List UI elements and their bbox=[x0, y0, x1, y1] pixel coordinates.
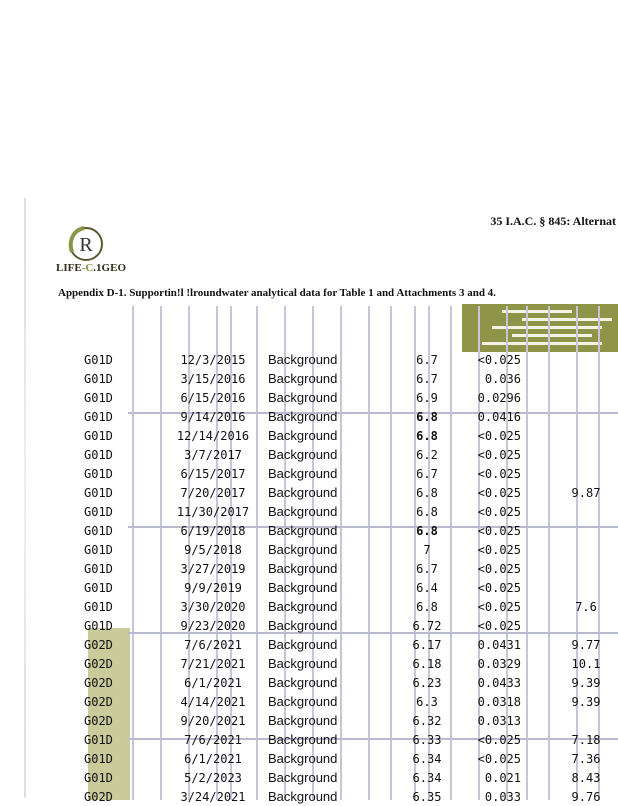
extra-cell: 7.18 bbox=[571, 732, 601, 747]
date-cell: 6/15/2016 bbox=[180, 390, 246, 405]
spacer-cell bbox=[521, 464, 561, 483]
ph-cell: 6.33 bbox=[412, 732, 442, 747]
value-cell: <0.025 bbox=[477, 599, 521, 614]
value-cell: <0.025 bbox=[477, 466, 521, 481]
date-cell: 7/20/2017 bbox=[180, 485, 246, 500]
date-cell: 6/1/2021 bbox=[184, 675, 242, 690]
logo-symbol: R bbox=[79, 234, 93, 256]
spacer-cell bbox=[521, 730, 561, 749]
extra-cell bbox=[561, 388, 611, 407]
date-cell: 12/14/2016 bbox=[176, 428, 250, 443]
table-row bbox=[84, 426, 611, 445]
spacer-cell bbox=[521, 692, 561, 711]
value-cell: <0.025 bbox=[477, 542, 521, 557]
extra-cell bbox=[561, 369, 611, 388]
extra-cell bbox=[561, 407, 611, 426]
registered-mark-icon bbox=[64, 224, 124, 264]
extra-cell bbox=[561, 521, 611, 540]
ph-cell: 6.8 bbox=[416, 523, 438, 538]
spacer-cell bbox=[521, 426, 561, 445]
value-cell: <0.025 bbox=[477, 751, 521, 766]
table-row bbox=[84, 597, 611, 616]
well-cell: G01D bbox=[84, 485, 113, 500]
spacer-cell bbox=[521, 749, 561, 768]
table-row bbox=[84, 540, 611, 559]
table-row bbox=[84, 578, 611, 597]
ph-cell: 6.9 bbox=[416, 390, 438, 405]
well-cell: G01D bbox=[84, 466, 113, 481]
groundwater-data-table bbox=[84, 350, 611, 806]
spacer-cell bbox=[521, 578, 561, 597]
well-cell: G01D bbox=[84, 447, 113, 462]
extra-cell bbox=[561, 502, 611, 521]
date-cell: 9/23/2020 bbox=[180, 618, 246, 633]
date-cell: 11/30/2017 bbox=[176, 504, 250, 519]
date-cell: 9/20/2021 bbox=[180, 713, 246, 728]
logo-text bbox=[56, 262, 126, 274]
ph-cell: 7 bbox=[423, 542, 431, 557]
table-row bbox=[84, 407, 611, 426]
description-cell: Background bbox=[268, 428, 338, 443]
description-cell: Background bbox=[268, 371, 338, 386]
date-cell: 9/5/2018 bbox=[184, 542, 242, 557]
date-cell: 3/30/2020 bbox=[180, 599, 246, 614]
ph-cell: 6.2 bbox=[416, 447, 438, 462]
well-cell: G02D bbox=[84, 637, 113, 652]
well-cell: G01D bbox=[84, 371, 113, 386]
value-cell: 0.0433 bbox=[477, 675, 521, 690]
table-row bbox=[84, 730, 611, 749]
extra-cell: 8.43 bbox=[571, 770, 601, 785]
ph-cell: 6.8 bbox=[416, 485, 438, 500]
value-cell: 0.0318 bbox=[477, 694, 521, 709]
ph-cell: 6.32 bbox=[412, 713, 442, 728]
table-row bbox=[84, 692, 611, 711]
spacer-cell bbox=[521, 635, 561, 654]
description-cell: Background bbox=[268, 409, 338, 424]
date-cell: 3/7/2017 bbox=[184, 447, 242, 462]
description-cell: Background bbox=[268, 751, 338, 766]
spacer-cell bbox=[521, 559, 561, 578]
table-row bbox=[84, 787, 611, 806]
ph-cell: 6.72 bbox=[412, 618, 442, 633]
description-cell: Background bbox=[268, 637, 338, 652]
spacer-cell bbox=[521, 407, 561, 426]
date-cell: 3/27/2019 bbox=[180, 561, 246, 576]
well-cell: G01D bbox=[84, 618, 113, 633]
ph-cell: 6.23 bbox=[412, 675, 442, 690]
description-cell: Background bbox=[268, 618, 338, 633]
ph-cell: 6.8 bbox=[416, 409, 438, 424]
extra-cell: 9.77 bbox=[571, 637, 601, 652]
description-cell: Background bbox=[268, 656, 338, 671]
value-cell: <0.025 bbox=[477, 561, 521, 576]
well-cell: G01D bbox=[84, 390, 113, 405]
table-row bbox=[84, 502, 611, 521]
value-cell: 0.021 bbox=[484, 770, 521, 785]
well-cell: G02D bbox=[84, 675, 113, 690]
spacer-cell bbox=[521, 540, 561, 559]
spacer-cell bbox=[521, 616, 561, 635]
table-row bbox=[84, 350, 611, 369]
spacer-cell bbox=[521, 388, 561, 407]
date-cell: 5/2/2023 bbox=[184, 770, 242, 785]
date-cell: 3/24/2021 bbox=[180, 789, 246, 804]
value-cell: <0.025 bbox=[477, 618, 521, 633]
ph-cell: 6.8 bbox=[416, 599, 438, 614]
description-cell: Background bbox=[268, 694, 338, 709]
table-row bbox=[84, 521, 611, 540]
value-cell: 0.0329 bbox=[477, 656, 521, 671]
date-cell: 9/9/2019 bbox=[184, 580, 242, 595]
description-cell: Background bbox=[268, 352, 338, 367]
date-cell: 12/3/2015 bbox=[180, 352, 246, 367]
ph-cell: 6.18 bbox=[412, 656, 442, 671]
value-cell: 0.033 bbox=[484, 789, 521, 804]
spacer-cell bbox=[521, 350, 561, 369]
table-row bbox=[84, 654, 611, 673]
value-cell: 0.0431 bbox=[477, 637, 521, 652]
company-logo bbox=[56, 224, 146, 276]
extra-cell bbox=[561, 578, 611, 597]
value-cell: 0.036 bbox=[484, 371, 521, 386]
description-cell: Background bbox=[268, 561, 338, 576]
date-cell: 3/15/2016 bbox=[180, 371, 246, 386]
date-cell: 9/14/2016 bbox=[180, 409, 246, 424]
table-row bbox=[84, 635, 611, 654]
date-cell: 6/19/2018 bbox=[180, 523, 246, 538]
extra-cell: 9.87 bbox=[571, 485, 601, 500]
logo-text-part1: LIFE bbox=[56, 262, 82, 274]
ph-cell: 6.7 bbox=[416, 561, 438, 576]
value-cell: 0.0313 bbox=[477, 713, 521, 728]
table-row bbox=[84, 559, 611, 578]
table-row bbox=[84, 749, 611, 768]
description-cell: Background bbox=[268, 504, 338, 519]
extra-cell bbox=[561, 445, 611, 464]
scan-edge bbox=[24, 198, 26, 798]
extra-cell: 9.39 bbox=[571, 694, 601, 709]
spacer-cell bbox=[521, 502, 561, 521]
value-cell: <0.025 bbox=[477, 523, 521, 538]
well-cell: G01D bbox=[84, 561, 113, 576]
ph-cell: 6.7 bbox=[416, 371, 438, 386]
value-cell: <0.025 bbox=[477, 485, 521, 500]
description-cell: Background bbox=[268, 770, 338, 785]
well-cell: G01D bbox=[84, 599, 113, 614]
description-cell: Background bbox=[268, 599, 338, 614]
well-cell: G01D bbox=[84, 504, 113, 519]
ph-cell: 6.7 bbox=[416, 466, 438, 481]
logo-text-part2: -C bbox=[81, 262, 94, 274]
value-cell: <0.025 bbox=[477, 580, 521, 595]
table-row bbox=[84, 369, 611, 388]
table-row bbox=[84, 483, 611, 502]
spacer-cell bbox=[521, 521, 561, 540]
date-cell: 6/1/2021 bbox=[184, 751, 242, 766]
table-row bbox=[84, 768, 611, 787]
description-cell: Background bbox=[268, 675, 338, 690]
spacer-cell bbox=[521, 711, 561, 730]
spacer-cell bbox=[521, 369, 561, 388]
spacer-cell bbox=[521, 768, 561, 787]
table-caption: Appendix D-1. Supportin!l !lroundwater analytical data for Table 1 and Attachments 3 and 4. bbox=[58, 287, 496, 299]
extra-cell bbox=[561, 616, 611, 635]
regulation-header: 35 I.A.C. § 845: Alternat bbox=[490, 214, 616, 228]
extra-cell bbox=[561, 350, 611, 369]
logo-text-part3: .1GEO bbox=[93, 262, 126, 274]
description-cell: Background bbox=[268, 580, 338, 595]
spacer-cell bbox=[521, 445, 561, 464]
well-cell: G01D bbox=[84, 770, 113, 785]
well-cell: G01D bbox=[84, 732, 113, 747]
date-cell: 7/21/2021 bbox=[180, 656, 246, 671]
spacer-cell bbox=[521, 673, 561, 692]
value-cell: <0.025 bbox=[477, 504, 521, 519]
ph-cell: 6.34 bbox=[412, 751, 442, 766]
description-cell: Background bbox=[268, 732, 338, 747]
ph-cell: 6.3 bbox=[416, 694, 438, 709]
extra-cell: 10.1 bbox=[571, 656, 601, 671]
value-cell: <0.025 bbox=[477, 732, 521, 747]
spacer-cell bbox=[521, 787, 561, 806]
ph-cell: 6.7 bbox=[416, 352, 438, 367]
date-cell: 4/14/2021 bbox=[180, 694, 246, 709]
description-cell: Background bbox=[268, 485, 338, 500]
well-cell: G01D bbox=[84, 523, 113, 538]
extra-cell bbox=[561, 711, 611, 730]
description-cell: Background bbox=[268, 390, 338, 405]
date-cell: 7/6/2021 bbox=[184, 637, 242, 652]
well-cell: G01D bbox=[84, 751, 113, 766]
description-cell: Background bbox=[268, 447, 338, 462]
ph-cell: 6.8 bbox=[416, 504, 438, 519]
ph-cell: 6.34 bbox=[412, 770, 442, 785]
ph-cell: 6.35 bbox=[412, 789, 442, 804]
ph-cell: 6.8 bbox=[416, 428, 438, 443]
extra-cell: 7.6 bbox=[575, 599, 597, 614]
well-cell: G02D bbox=[84, 789, 113, 804]
well-cell: G01D bbox=[84, 352, 113, 367]
ph-cell: 6.4 bbox=[416, 580, 438, 595]
value-cell: 0.0416 bbox=[477, 409, 521, 424]
table-row bbox=[84, 673, 611, 692]
description-cell: Background bbox=[268, 542, 338, 557]
extra-cell bbox=[561, 540, 611, 559]
well-cell: G02D bbox=[84, 713, 113, 728]
table-row bbox=[84, 445, 611, 464]
description-cell: Background bbox=[268, 466, 338, 481]
date-cell: 7/6/2021 bbox=[184, 732, 242, 747]
table-row bbox=[84, 388, 611, 407]
extra-cell: 9.39 bbox=[571, 675, 601, 690]
spacer-cell bbox=[521, 654, 561, 673]
extra-cell bbox=[561, 464, 611, 483]
table-row bbox=[84, 711, 611, 730]
well-cell: G02D bbox=[84, 656, 113, 671]
value-cell: <0.025 bbox=[477, 352, 521, 367]
well-cell: G02D bbox=[84, 694, 113, 709]
extra-cell: 9.76 bbox=[571, 789, 601, 804]
well-cell: G01D bbox=[84, 428, 113, 443]
description-cell: Background bbox=[268, 789, 338, 804]
extra-cell bbox=[561, 559, 611, 578]
well-cell: G01D bbox=[84, 409, 113, 424]
table-row bbox=[84, 464, 611, 483]
description-cell: Background bbox=[268, 713, 338, 728]
value-cell: <0.025 bbox=[477, 447, 521, 462]
table-row bbox=[84, 616, 611, 635]
extra-cell: 7.36 bbox=[571, 751, 601, 766]
well-cell: G01D bbox=[84, 542, 113, 557]
value-cell: <0.025 bbox=[477, 428, 521, 443]
well-cell: G01D bbox=[84, 580, 113, 595]
ph-cell: 6.17 bbox=[412, 637, 442, 652]
extra-cell bbox=[561, 426, 611, 445]
spacer-cell bbox=[521, 483, 561, 502]
date-cell: 6/15/2017 bbox=[180, 466, 246, 481]
description-cell: Background bbox=[268, 523, 338, 538]
spacer-cell bbox=[521, 597, 561, 616]
value-cell: 0.0296 bbox=[477, 390, 521, 405]
